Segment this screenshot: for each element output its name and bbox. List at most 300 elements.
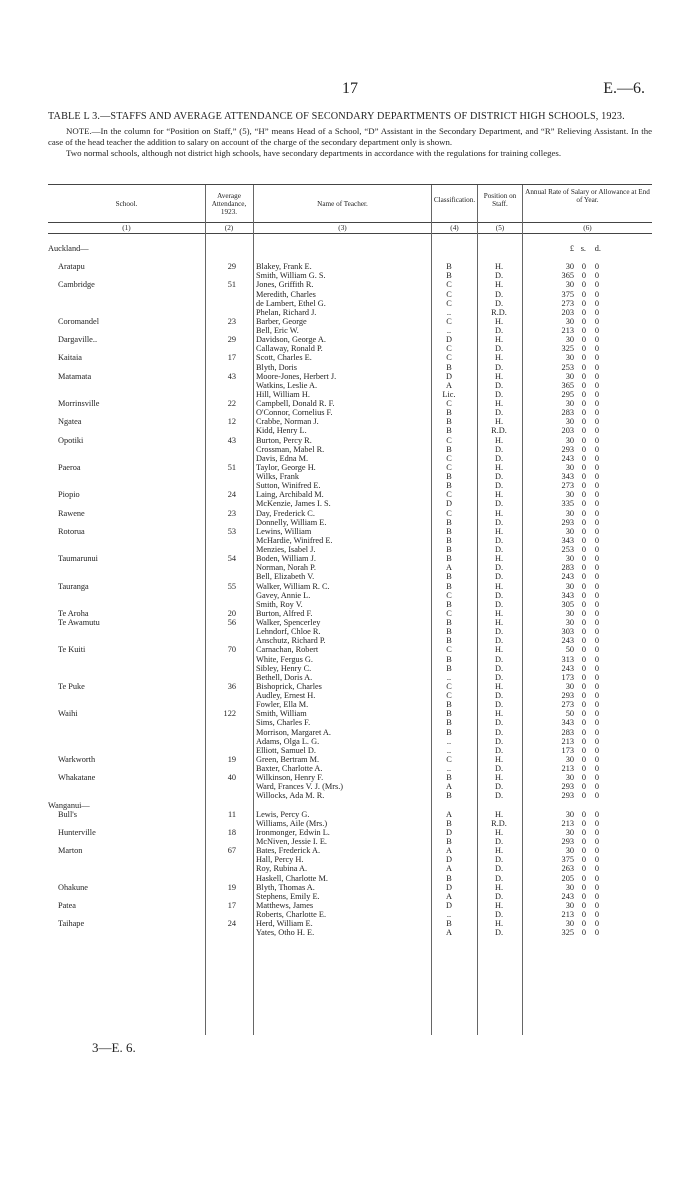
teacher-name-cell: Baxter, Charlotte A. <box>256 764 323 773</box>
classification-cell: C <box>446 289 452 299</box>
col-number: (6) <box>583 224 592 232</box>
position-cell: D. <box>494 499 504 509</box>
classification-cell: D <box>446 499 452 509</box>
salary-pence-cell: 0 <box>594 882 599 892</box>
salary-shillings-cell: 0 <box>581 745 586 755</box>
attendance-cell: 29 <box>227 262 236 272</box>
teacher-name-cell: Gavey, Annie L. <box>256 590 311 600</box>
teacher-name-cell: de Lambert, Ethel G. <box>256 298 326 308</box>
salary-pounds-cell: 30 <box>565 490 574 500</box>
salary-shillings-cell: 0 <box>581 380 586 390</box>
teacher-name-cell: Davidson, George A. <box>256 335 326 345</box>
salary-pence-cell: 0 <box>594 718 599 728</box>
salary-shillings-cell: 0 <box>581 289 586 299</box>
salary-pence-cell: 0 <box>594 590 599 600</box>
table-row <box>48 472 652 481</box>
position-cell: D. <box>494 545 504 554</box>
position-cell: D. <box>494 791 504 801</box>
teacher-name-cell: Sibley, Henry C. <box>256 663 312 673</box>
salary-pence-cell: 0 <box>594 453 599 463</box>
header-bottom-rule <box>48 233 652 234</box>
salary-pence-cell: 0 <box>594 663 599 673</box>
salary-pounds-cell: 30 <box>565 353 574 363</box>
classification-cell: D <box>446 827 452 837</box>
salary-shillings-cell: 0 <box>581 864 586 874</box>
attendance-cell: 18 <box>227 827 236 837</box>
position-cell: D. <box>494 271 504 281</box>
table-row <box>48 509 652 518</box>
salary-pounds-cell: 243 <box>561 453 574 463</box>
position-cell: D. <box>494 408 504 418</box>
table-row <box>48 682 652 691</box>
col-number: (5) <box>495 224 505 232</box>
salary-pence-cell: 0 <box>594 782 599 792</box>
classification-cell: B <box>446 718 452 728</box>
salary-shillings-cell: 0 <box>581 672 586 682</box>
position-cell: H. <box>494 462 504 472</box>
attendance-cell: 53 <box>227 526 236 536</box>
position-cell: H. <box>494 754 504 764</box>
position-cell: H. <box>494 316 504 326</box>
footer-reference: 3—E. 6. <box>92 1040 136 1055</box>
salary-pence-cell: 0 <box>594 654 599 664</box>
table-row <box>48 381 652 390</box>
position-cell: D. <box>494 517 504 527</box>
salary-shillings-cell: 0 <box>581 663 586 673</box>
position-cell: D. <box>494 535 504 545</box>
table-row <box>48 299 652 308</box>
classification-cell: B <box>446 919 452 929</box>
salary-shillings-cell: 0 <box>581 764 586 773</box>
salary-shillings-cell: 0 <box>581 882 586 892</box>
salary-shillings-cell: 0 <box>581 316 586 326</box>
classification-cell: B <box>446 599 452 609</box>
salary-pounds-cell: 253 <box>561 362 574 372</box>
table-row <box>48 545 652 554</box>
salary-pence-cell: 0 <box>594 919 599 929</box>
teacher-name-cell: Anschutz, Richard P. <box>256 636 326 646</box>
teacher-name-cell: Campbell, Donald R. F. <box>256 399 335 408</box>
salary-pounds-cell: 30 <box>565 618 574 627</box>
position-cell: R.D. <box>491 818 507 828</box>
classification-cell: C <box>446 490 452 500</box>
salary-shillings-cell: 0 <box>581 773 586 783</box>
teacher-name-cell: Lewins, William <box>256 526 312 536</box>
salary-pounds-cell: 30 <box>565 280 574 290</box>
position-cell: D. <box>494 627 504 637</box>
school-cell: Rotorua <box>58 526 85 536</box>
school-cell: Hunterville <box>58 827 96 837</box>
salary-pence-cell: 0 <box>594 563 599 573</box>
salary-pounds-cell: 203 <box>561 426 574 436</box>
salary-pence-cell: 0 <box>594 545 599 554</box>
position-cell: H. <box>494 554 504 564</box>
position-cell: H. <box>494 490 504 500</box>
attendance-cell: 17 <box>227 900 236 910</box>
classification-cell: C <box>446 353 452 363</box>
salary-pence-cell: 0 <box>594 618 599 627</box>
salary-pence-cell: 0 <box>594 736 599 746</box>
classification-cell: C <box>446 462 452 472</box>
col-header-teacher: Name of Teacher. <box>317 200 368 208</box>
position-cell: D. <box>494 380 504 390</box>
position-cell: H. <box>494 773 504 783</box>
teacher-name-cell: Laing, Archibald M. <box>256 490 324 500</box>
table-body <box>48 244 652 937</box>
table-row <box>48 363 652 372</box>
attendance-cell: 29 <box>227 335 236 345</box>
salary-shillings-cell: 0 <box>581 563 586 573</box>
salary-shillings-cell: 0 <box>581 754 586 764</box>
salary-pounds-cell: 343 <box>561 535 574 545</box>
salary-shillings-cell: 0 <box>581 417 586 427</box>
position-cell: D. <box>494 745 504 755</box>
table-row <box>48 755 652 764</box>
table-row <box>48 645 652 654</box>
salary-pounds-cell: 30 <box>565 681 574 691</box>
salary-pounds-cell: 365 <box>561 271 574 281</box>
table-row <box>48 928 652 937</box>
salary-pounds-cell: 30 <box>565 846 574 856</box>
table-row <box>48 919 652 928</box>
attendance-cell: 19 <box>227 882 236 892</box>
teacher-name-cell: Moore-Jones, Herbert J. <box>256 371 337 381</box>
table-row <box>48 846 652 855</box>
classification-cell: C <box>446 590 452 600</box>
salary-pounds-cell: 30 <box>565 508 574 518</box>
salary-pounds-cell: 293 <box>561 791 574 801</box>
salary-pounds-cell: 30 <box>565 581 574 591</box>
table-row <box>48 791 652 800</box>
school-cell: Auckland— <box>48 244 89 253</box>
salary-shillings-cell: 0 <box>581 782 586 792</box>
classification-cell: C <box>446 681 452 691</box>
position-cell: D. <box>494 453 504 463</box>
salary-pence-cell: 0 <box>594 864 599 874</box>
salary-pounds-cell: 295 <box>561 389 574 399</box>
position-cell: D. <box>494 472 504 481</box>
salary-pounds-cell: 243 <box>561 663 574 673</box>
teacher-name-cell: Crossman, Mabel R. <box>256 444 325 454</box>
salary-pence-cell: 0 <box>594 554 599 564</box>
salary-pence-cell: 0 <box>594 818 599 828</box>
position-cell: H. <box>494 709 504 719</box>
classification-cell: D <box>446 900 452 910</box>
classification-cell: A <box>446 563 452 573</box>
salary-pounds-cell: 30 <box>565 526 574 536</box>
salary-pounds-cell: 343 <box>561 472 574 481</box>
table-row <box>48 810 652 819</box>
teacher-name-cell: O'Connor, Cornelius F. <box>256 408 333 418</box>
salary-shillings-cell: 0 <box>581 517 586 527</box>
teacher-name-cell: Matthews, James <box>256 900 314 910</box>
salary-shillings-cell: 0 <box>581 335 586 345</box>
table-row <box>48 390 652 399</box>
teacher-name-cell: Stephens, Emily E. <box>256 891 320 901</box>
salary-pounds-cell: 213 <box>561 818 574 828</box>
table-title: TABLE L 3.—STAFFS AND AVERAGE ATTENDANCE OF SECONDARY DEPARTMENTS OF DISTRICT HIGH SCHOOLS, 1923. <box>48 111 625 122</box>
salary-pounds-cell: 213 <box>561 764 574 773</box>
position-cell: D. <box>494 782 504 792</box>
salary-pence-cell: 0 <box>594 316 599 326</box>
salary-pence-cell: 0 <box>594 417 599 427</box>
salary-pence-cell: 0 <box>594 837 599 846</box>
classification-cell: B <box>446 426 452 436</box>
teacher-name-cell: Yates, Otho H. E. <box>256 928 315 938</box>
position-cell: H. <box>494 581 504 591</box>
teacher-name-cell: Lewis, Percy G. <box>256 809 310 819</box>
teacher-name-cell: Wilkinson, Henry F. <box>256 773 324 783</box>
classification-cell: B <box>446 873 452 883</box>
teacher-name-cell: Bates, Frederick A. <box>256 846 321 856</box>
table-row <box>48 271 652 280</box>
attendance-cell: 43 <box>227 371 236 381</box>
salary-pence-cell: 0 <box>594 435 599 445</box>
table-row <box>48 673 652 682</box>
attendance-cell: 19 <box>227 754 236 764</box>
classification-cell: .. <box>446 307 452 317</box>
table-row <box>48 244 652 253</box>
position-cell: D. <box>494 636 504 646</box>
salary-pence-cell: 0 <box>594 426 599 436</box>
salary-pence-cell: 0 <box>594 846 599 856</box>
classification-cell: B <box>446 572 452 582</box>
col-number: (1) <box>122 224 131 232</box>
classification-cell: .. <box>446 326 452 335</box>
position-cell: D. <box>494 718 504 728</box>
position-cell: D. <box>494 663 504 673</box>
salary-shillings-cell: 0 <box>581 718 586 728</box>
teacher-name-cell: Green, Bertram M. <box>256 754 320 764</box>
attendance-cell: 67 <box>227 846 236 856</box>
salary-shillings-cell: 0 <box>581 280 586 290</box>
teacher-name-cell: Smith, William <box>256 709 307 719</box>
salary-pounds-cell: 50 <box>565 645 574 655</box>
position-cell: D. <box>494 389 504 399</box>
classification-cell: D <box>446 335 452 345</box>
position-cell: H. <box>494 508 504 518</box>
table-row <box>48 874 652 883</box>
position-cell: D. <box>494 855 504 865</box>
position-cell: D. <box>494 928 504 938</box>
salary-shillings-cell: 0 <box>581 444 586 454</box>
position-cell: H. <box>494 353 504 363</box>
salary-pence-cell: 0 <box>594 809 599 819</box>
salary-pounds-cell: 343 <box>561 590 574 600</box>
teacher-name-cell: Phelan, Richard J. <box>256 307 317 317</box>
salary-pence-cell: 0 <box>594 444 599 454</box>
teacher-name-cell: Lehndorf, Chloe R. <box>256 627 321 637</box>
teacher-name-cell: McHardie, Winifred E. <box>256 535 333 545</box>
teacher-name-cell: Norman, Norah P. <box>256 563 316 573</box>
salary-pounds-cell: 375 <box>561 855 574 865</box>
salary-pounds-cell: 30 <box>565 608 574 618</box>
table-row <box>48 709 652 718</box>
salary-shillings-cell: 0 <box>581 928 586 938</box>
teacher-name-cell: Bell, Eric W. <box>256 326 299 335</box>
table-row <box>48 572 652 581</box>
salary-shillings-cell: 0 <box>581 636 586 646</box>
classification-cell: B <box>446 727 452 737</box>
salary-pence-cell: 0 <box>594 517 599 527</box>
position-cell: H. <box>494 435 504 445</box>
classification-cell: B <box>446 417 452 427</box>
salary-shillings-cell: 0 <box>581 846 586 856</box>
table-row <box>48 445 652 454</box>
salary-pence-cell: 0 <box>594 745 599 755</box>
teacher-name-cell: Burton, Alfred F. <box>256 608 313 618</box>
position-cell: D. <box>494 344 504 354</box>
teacher-name-cell: Walker, William R. C. <box>256 581 330 591</box>
salary-shillings-cell: 0 <box>581 645 586 655</box>
salary-shillings-cell: 0 <box>581 572 586 582</box>
salary-shillings-cell: 0 <box>581 809 586 819</box>
teacher-name-cell: McKenzie, James I. S. <box>256 499 331 509</box>
currency-shillings: s. <box>580 244 586 253</box>
table-row <box>48 426 652 435</box>
table-row <box>48 563 652 572</box>
salary-pounds-cell: 30 <box>565 462 574 472</box>
school-cell: Dargaville.. <box>58 335 98 345</box>
salary-pence-cell: 0 <box>594 910 599 919</box>
salary-shillings-cell: 0 <box>581 271 586 281</box>
table-row <box>48 527 652 536</box>
position-cell: D. <box>494 481 504 491</box>
salary-pence-cell: 0 <box>594 672 599 682</box>
salary-pence-cell: 0 <box>594 608 599 618</box>
position-cell: H. <box>494 335 504 345</box>
table-row <box>48 828 652 837</box>
table-row <box>48 454 652 463</box>
header-divider-rule <box>48 222 652 223</box>
teacher-name-cell: Bishoprick, Charles <box>256 681 322 691</box>
salary-pounds-cell: 30 <box>565 417 574 427</box>
position-cell: D. <box>494 764 504 773</box>
attendance-cell: 23 <box>227 316 236 326</box>
salary-pence-cell: 0 <box>594 389 599 399</box>
position-cell: D. <box>494 672 504 682</box>
salary-pounds-cell: 30 <box>565 882 574 892</box>
school-cell: Te Puke <box>58 681 85 691</box>
salary-pounds-cell: 335 <box>561 499 574 509</box>
classification-cell: B <box>446 818 452 828</box>
salary-shillings-cell: 0 <box>581 362 586 372</box>
teacher-name-cell: Scott, Charles E. <box>256 353 312 363</box>
teacher-name-cell: McNiven, Jessie I. E. <box>256 837 327 846</box>
teacher-name-cell: Bell, Elizabeth V. <box>256 572 315 582</box>
teacher-name-cell: Morrison, Margaret A. <box>256 727 331 737</box>
salary-pounds-cell: 30 <box>565 335 574 345</box>
salary-pounds-cell: 293 <box>561 691 574 700</box>
salary-pounds-cell: 30 <box>565 316 574 326</box>
classification-cell: B <box>446 444 452 454</box>
school-cell: Marton <box>58 846 83 856</box>
salary-shillings-cell: 0 <box>581 919 586 929</box>
school-cell: Patea <box>58 900 76 910</box>
salary-pence-cell: 0 <box>594 900 599 910</box>
classification-cell: B <box>446 636 452 646</box>
salary-pence-cell: 0 <box>594 681 599 691</box>
classification-cell: D <box>446 855 452 865</box>
teacher-name-cell: Smith, Roy V. <box>256 599 303 609</box>
school-cell: Ohakune <box>58 882 88 892</box>
table-row <box>48 883 652 892</box>
teacher-name-cell: Elliott, Samuel D. <box>256 745 316 755</box>
table-row <box>48 499 652 508</box>
salary-pounds-cell: 30 <box>565 754 574 764</box>
salary-pence-cell: 0 <box>594 380 599 390</box>
salary-pounds-cell: 243 <box>561 891 574 901</box>
classification-cell: C <box>446 399 452 408</box>
table-row <box>48 417 652 426</box>
classification-cell: B <box>446 408 452 418</box>
salary-pence-cell: 0 <box>594 362 599 372</box>
teacher-name-cell: Day, Frederick C. <box>256 508 315 518</box>
attendance-cell: 122 <box>223 709 236 719</box>
salary-shillings-cell: 0 <box>581 490 586 500</box>
salary-shillings-cell: 0 <box>581 526 586 536</box>
school-cell: Whakatane <box>58 773 96 783</box>
salary-pence-cell: 0 <box>594 344 599 354</box>
salary-pounds-cell: 283 <box>561 563 574 573</box>
salary-pence-cell: 0 <box>594 691 599 700</box>
note-paragraph: Two normal schools, although not district high schools, have secondary departments in accordance with the regulations for training colleges. <box>66 147 562 158</box>
salary-shillings-cell: 0 <box>581 855 586 865</box>
school-cell: Aratapu <box>58 262 85 272</box>
table-row <box>48 591 652 600</box>
teacher-name-cell: Sutton, Winifred E. <box>256 481 321 491</box>
salary-pence-cell: 0 <box>594 645 599 655</box>
teacher-name-cell: Burton, Percy R. <box>256 435 312 445</box>
salary-shillings-cell: 0 <box>581 535 586 545</box>
salary-pence-cell: 0 <box>594 353 599 363</box>
salary-pounds-cell: 313 <box>561 654 574 664</box>
table-row <box>48 837 652 846</box>
table-row <box>48 627 652 636</box>
attendance-cell: 23 <box>227 508 236 518</box>
classification-cell: B <box>446 654 452 664</box>
salary-pence-cell: 0 <box>594 371 599 381</box>
position-cell: H. <box>494 645 504 655</box>
teacher-name-cell: Sims, Charles F. <box>256 718 311 728</box>
teacher-name-cell: Fowler, Ella M. <box>256 700 309 710</box>
salary-shillings-cell: 0 <box>581 700 586 710</box>
position-cell: H. <box>494 900 504 910</box>
classification-cell: B <box>446 554 452 564</box>
salary-shillings-cell: 0 <box>581 389 586 399</box>
teacher-name-cell: Blakey, Frank E. <box>256 262 312 272</box>
salary-shillings-cell: 0 <box>581 590 586 600</box>
position-cell: D. <box>494 563 504 573</box>
teacher-name-cell: Smith, William G. S. <box>256 271 326 281</box>
attendance-cell: 40 <box>227 773 236 783</box>
table-row <box>48 308 652 317</box>
school-cell: Taihape <box>58 919 85 929</box>
teacher-name-cell: Wilks, Frank <box>256 472 299 481</box>
salary-shillings-cell: 0 <box>581 736 586 746</box>
salary-pounds-cell: 30 <box>565 827 574 837</box>
salary-pence-cell: 0 <box>594 335 599 345</box>
salary-pounds-cell: 30 <box>565 773 574 783</box>
classification-cell: A <box>446 380 452 390</box>
salary-shillings-cell: 0 <box>581 900 586 910</box>
salary-pounds-cell: 213 <box>561 910 574 919</box>
classification-cell: C <box>446 435 452 445</box>
salary-shillings-cell: 0 <box>581 399 586 408</box>
salary-pence-cell: 0 <box>594 855 599 865</box>
classification-cell: C <box>446 344 452 354</box>
classification-cell: Lic. <box>442 389 456 399</box>
